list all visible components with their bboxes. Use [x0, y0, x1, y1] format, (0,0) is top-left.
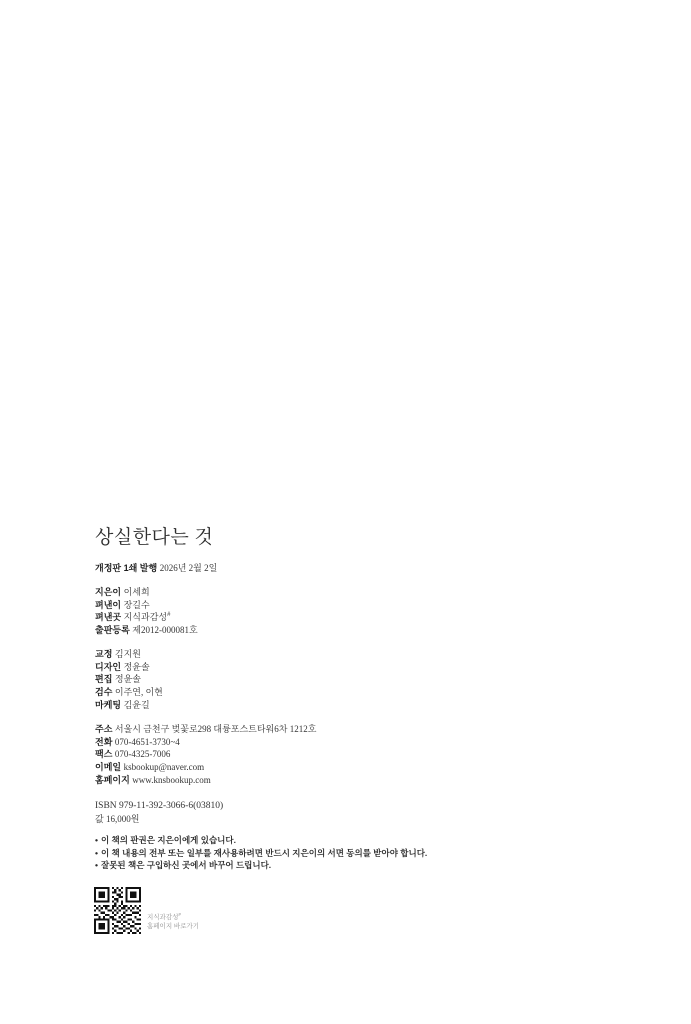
row-value: 070-4325-7006 — [114, 749, 171, 760]
notice-text: 이 책의 판권은 지은이에게 있습니다. — [100, 835, 236, 845]
colophon-row — [95, 624, 198, 637]
row-label: 개정판 1쇄 발행 — [95, 563, 158, 573]
publication-group — [95, 586, 198, 637]
publisher-superscript: # — [167, 612, 171, 619]
row-label: 교정 — [95, 649, 113, 659]
row-label: 전화 — [95, 736, 113, 747]
staff-group — [95, 648, 163, 712]
row-value: 김지원 — [114, 649, 141, 659]
colophon-row — [95, 686, 163, 699]
qr-caption-superscript: # — [178, 911, 181, 917]
bullet-icon: • — [95, 860, 98, 871]
colophon-row — [95, 774, 316, 787]
colophon-row — [95, 562, 217, 575]
notices-group — [95, 834, 427, 872]
row-value: 정윤솔 — [123, 661, 150, 672]
qr-caption-publisher — [147, 913, 199, 922]
notice-item — [95, 847, 427, 860]
colophon-row — [95, 661, 163, 674]
row-value email-value: ksbookup@naver.com — [123, 762, 205, 773]
row-label: 주소 — [95, 724, 113, 734]
notice-item — [95, 859, 427, 872]
row-value: 070-4651-3730~4 — [114, 736, 180, 747]
colophon-row — [95, 736, 316, 749]
row-label: 출판등록 — [95, 625, 130, 636]
colophon-row — [95, 673, 163, 686]
row-value: 김윤길 — [123, 699, 150, 710]
colophon-row — [95, 586, 198, 599]
row-value: 제2012-000081호 — [132, 625, 198, 636]
row-label: 펴낸곳 — [95, 612, 122, 623]
qr-caption-line1: 지식과감성 — [147, 914, 179, 921]
row-value: 장길수 — [123, 599, 150, 610]
notice-item — [95, 834, 427, 847]
isbn-block — [95, 800, 223, 825]
colophon-row — [95, 648, 163, 661]
bullet-icon: • — [95, 847, 98, 858]
notice-text: 이 책 내용의 전부 또는 일부를 재사용하려면 반드시 지은이의 서면 동의를 받아야 합니다. — [100, 847, 428, 858]
bullet-icon: • — [95, 835, 98, 845]
colophon-row — [95, 748, 316, 761]
isbn-line: ISBN 979-11-392-3066-6(03810) — [95, 801, 224, 811]
row-label: 검수 — [95, 687, 113, 698]
colophon-row — [95, 699, 163, 712]
row-value: 지식과감성 — [123, 612, 168, 623]
qr-code — [94, 887, 141, 934]
row-label: 홈페이지 — [95, 774, 130, 785]
row-label: 지은이 — [95, 587, 122, 597]
qr-caption — [147, 913, 199, 931]
contact-group — [95, 723, 316, 787]
row-value: 이주연, 이현 — [114, 687, 163, 698]
row-value homepage-value: www.knsbookup.com — [132, 774, 211, 785]
row-label: 펴낸이 — [95, 599, 122, 610]
notice-text: 잘못된 책은 구입하신 곳에서 바꾸어 드립니다. — [100, 860, 272, 871]
row-label: 디자인 — [95, 661, 122, 672]
colophon-row — [95, 761, 316, 774]
row-value: 정윤솔 — [114, 674, 141, 685]
price-line: 값 16,000원 — [95, 813, 140, 824]
row-value: 서울시 금천구 벚꽃로298 대륭포스트타워6차 1212호 — [114, 724, 317, 734]
colophon-row — [95, 599, 198, 612]
qr-caption-line2: 홈페이지 바로가기 — [147, 923, 200, 930]
row-label: 이메일 — [95, 762, 122, 773]
colophon-row — [95, 723, 316, 736]
row-label: 마케팅 — [95, 699, 122, 710]
row-label: 팩스 — [95, 749, 113, 760]
book-title: 상실한다는 것 — [95, 527, 214, 548]
qr-code-image — [94, 887, 141, 934]
row-label: 편집 — [95, 674, 113, 685]
row-value: 2026년 2월 2일 — [159, 563, 218, 573]
edition-line — [95, 562, 217, 575]
colophon-row — [95, 611, 198, 624]
row-value: 이세희 — [123, 587, 150, 597]
